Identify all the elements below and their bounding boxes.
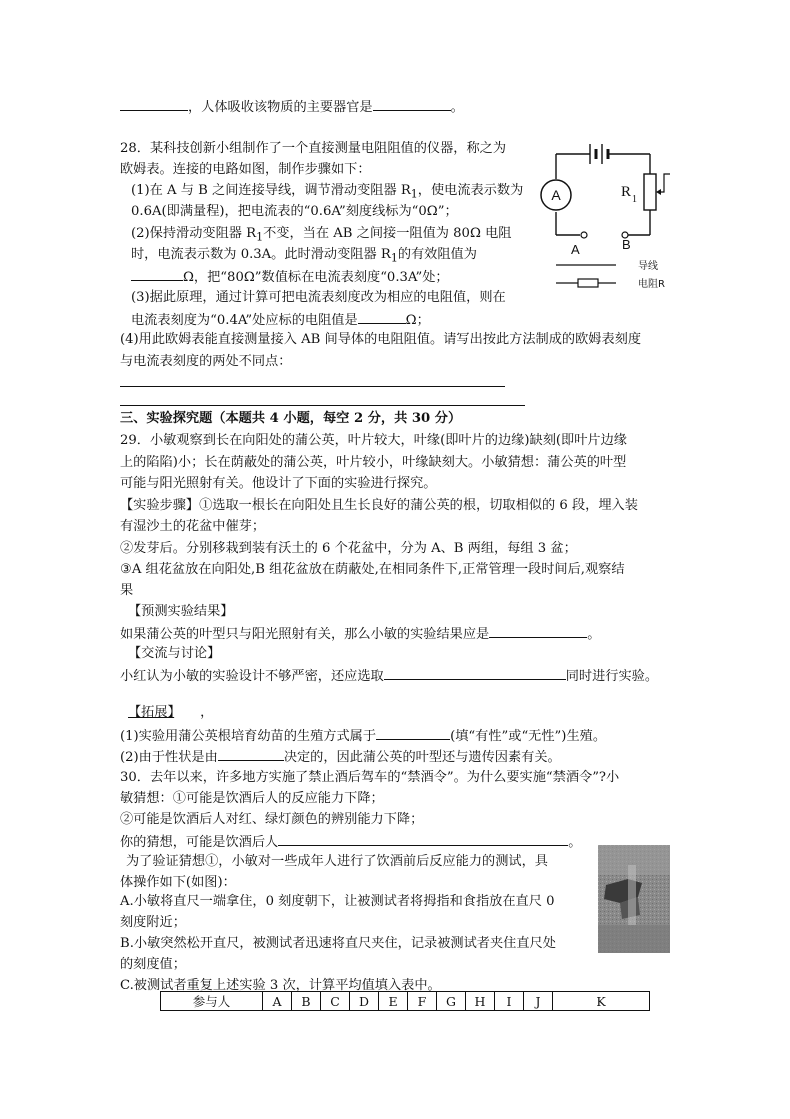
q30-line-3: ②可能是饮酒后人对红、绿灯颜色的辨别能力下降； (120, 812, 424, 827)
table-header-cell: F (408, 992, 437, 1011)
answer-line[interactable] (120, 405, 525, 406)
q29-line-1: 29．小敏观察到长在向阳处的蒲公英，叶片较大，叶缘(即叶片的边缘)缺刻(即叶片边缘 (120, 433, 627, 448)
answer-blank[interactable] (489, 623, 587, 638)
q28-step-3a: (3)据此原理，通过计算可把电流表刻度改为相应的电阻值，则在 (131, 290, 506, 305)
q30-line-1: 30．去年以来，许多地方实施了禁止酒后驾车的“禁酒令”。为什么要实施“禁酒令”?小 (120, 770, 620, 785)
table-header-cell: K (553, 992, 650, 1011)
answer-blank[interactable] (373, 96, 451, 111)
q28-step-2a: (2)保持滑动变阻器 $R_1$不变，当在 AB 之间接一阻值为 80Ω 电阻 (131, 226, 512, 244)
q27-tail-line: ，人体吸收该物质的主要器官是 。 (120, 96, 464, 118)
table-header-cell: B (292, 992, 321, 1011)
q30-line-10: 的刻度值； (120, 957, 186, 972)
q30-line-2: 敏猜想：①可能是饮酒后人的反应能力下降； (120, 791, 384, 806)
q29-discuss-label: 【交流与讨论】 (128, 646, 221, 661)
q30-line-9: B.小敏突然松开直尺，被测试者迅速将直尺夹住，记录被测试者夹住直尺处 (120, 936, 556, 951)
q29-line-6: ②发芽后。分别移栽到装有沃土的 6 个花盆中，分为 A、B 两组，每组 3 盆； (120, 541, 577, 556)
legend-resistor-label: 电阻R (638, 279, 665, 290)
q30-line-4: 你的猜想，可能是饮酒后人 。 (120, 831, 581, 853)
q29-extend-label: 【拓展】 ， (128, 705, 214, 720)
section-label: 【实验步骤】 (120, 498, 200, 513)
q29-line-5: 有湿沙土的花盆中催芽； (120, 519, 266, 534)
q28-step-1b: 0.6A(即满量程)，把电流表的“0.6A”刻度线标为“0Ω”； (131, 204, 458, 219)
table-header-cell: A (263, 992, 292, 1011)
answer-blank[interactable] (376, 725, 450, 740)
terminal-a-label: A (571, 242, 580, 257)
answer-blank[interactable] (131, 266, 183, 281)
q30-line-7: A.小敏将直尺一端拿住，0 刻度朝下，让被测试者将拇指和食指放在直尺 0 (120, 894, 555, 909)
q30-line-11: C.被测试者重复上述实验 3 次，计算平均值填入表中。 (120, 978, 441, 993)
table-header-cell: 参与人 (161, 992, 263, 1011)
answer-line[interactable] (120, 386, 505, 387)
answer-blank[interactable] (358, 309, 406, 324)
table-header-cell: J (524, 992, 553, 1011)
q28-step-4b: 与电流表刻度的两处不同点： (120, 354, 292, 369)
answer-blank[interactable] (278, 831, 568, 846)
answer-blank[interactable] (120, 96, 188, 111)
q29-line-3: 可能与阳光照射有关。他设计了下面的实验进行探究。 (120, 476, 437, 491)
terminal-b-label: B (622, 237, 631, 252)
q29-line-7: ③A 组花盆放在向阳处,B 组花盆放在荫蔽处,在相同条件下,正常管理一段时间后,观察结 (120, 562, 625, 577)
q28-intro-1: 28．某科技创新小组制作了一个直接测量电阻阻值的仪器，称之为 (120, 141, 507, 156)
q28-step-2c: Ω，把“80Ω”数值标在电流表刻度“0.3A”处； (131, 266, 449, 288)
answer-blank[interactable] (218, 746, 284, 761)
q29-steps: 【实验步骤】①选取一根长在向阳处且生长良好的蒲公英的根，切取相似的 6 段，埋入装 (120, 498, 638, 513)
circuit-diagram (538, 132, 718, 292)
rheostat-icon (644, 174, 656, 210)
results-table (160, 991, 650, 1011)
q29-extend-2: (2)由于性状是由 决定的，因此蒲公英的叶型还与遗传因素有关。 (120, 746, 561, 768)
q28-step-3b: 电流表刻度为“0.4A”处应标的电阻值是 Ω； (131, 309, 430, 331)
table-header-cell: I (495, 992, 524, 1011)
q28-step-4a: (4)用此欧姆表能直接测量接入 AB 间导体的电阻阻值。请写出按此方法制成的欧姆表刻度 (120, 332, 642, 347)
q29-extend-1: (1)实验用蒲公英根培育幼苗的生殖方式属于 (填“有性”或“无性”)生殖。 (120, 725, 606, 747)
table-header-cell: E (379, 992, 408, 1011)
ammeter-label: A (551, 187, 561, 203)
rheostat-label: R (621, 184, 632, 200)
svg-text:1: 1 (632, 194, 637, 205)
q30-line-5: 为了验证猜想①，小敏对一些成年人进行了饮酒前后反应能力的测试，具 (126, 854, 548, 869)
terminal-a (581, 232, 587, 238)
q30-line-8: 刻度附近； (120, 915, 186, 930)
q29-discuss: 小红认为小敏的实验设计不够严密，还应选取 同时进行实验。 (120, 665, 658, 687)
table-header-cell: H (466, 992, 495, 1011)
table-header-cell: C (321, 992, 350, 1011)
q29-line-2: 上的陷陷)小；长在荫蔽处的蒲公英，叶片较小，叶缘缺刻大。小敏猜想：蒲公英的叶型 (120, 455, 627, 470)
section-title: 三、实验探究题（本题共 4 小题，每空 2 分，共 30 分） (120, 411, 462, 426)
q29-predict-label: 【预测实验结果】 (128, 604, 234, 619)
table-header-cell: G (437, 992, 466, 1011)
q30-line-6: 体操作如下(如图)： (120, 875, 236, 890)
q28-intro-2: 欧姆表。连接的电路如图，制作步骤如下： (120, 162, 371, 177)
table-header-cell: D (350, 992, 379, 1011)
q28-step-1a: (1)在 A 与 B 之间连接导线，调节滑动变阻器 $R_1$，使电流表示数为 (131, 183, 524, 201)
legend-wire-label: 导线 (638, 261, 658, 272)
table-row (161, 992, 650, 1011)
q29-line-8: 果 (120, 583, 134, 598)
experiment-photo (598, 845, 670, 953)
q28-step-2b: 时，电流表示数为 0.3A。此时滑动变阻器 $R_1$的有效阻值为 (131, 247, 477, 265)
answer-blank[interactable] (384, 665, 566, 680)
legend-resistor-icon (578, 279, 598, 287)
q29-predict: 如果蒲公英的叶型只与阳光照射有关，那么小敏的实验结果应是 。 (120, 623, 600, 645)
